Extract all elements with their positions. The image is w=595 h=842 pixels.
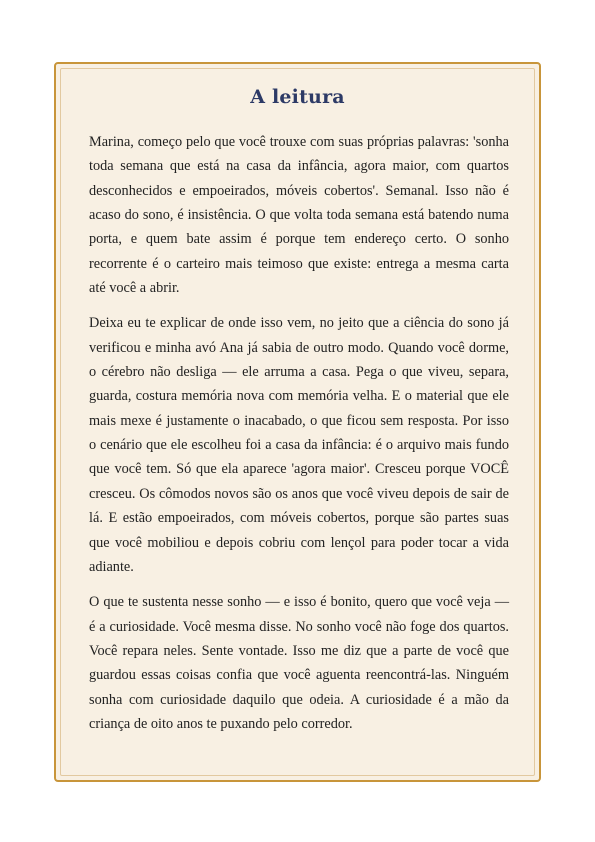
- paragraph-1: Marina, começo pelo que você trouxe com suas próprias palavras: 'sonha toda semana que está na casa da infância, agora maior, com quartos desconhecidos e empoeirados, móveis cobertos'. Semanal. Isso não é acaso do sono, é insistência. O que volta toda semana está batendo numa porta, e quem bate assim é porque tem endereço certo. O sonho recorrente é o carteiro mais teimoso que existe: entrega a mesma carta até você a abrir.: [89, 134, 509, 297]
- page-title: A leitura: [250, 86, 345, 108]
- reading-card: [54, 62, 541, 782]
- reading-body: [89, 130, 509, 747]
- paragraph-3: O que te sustenta nesse sonho — e isso é bonito, quero que você veja — é a curiosidade. Você mesma disse. No sonho você não foge dos quartos. Você repara neles. Sente vontade. Isso me diz que a parte de você que guardou essas coisas confia que você aguenta reencontrá-las. Ninguém sonha com curiosidade daquilo que odeia. A curiosidade é a mão da criança de oito anos te puxando pelo corredor.: [89, 594, 509, 732]
- paragraph-2: Deixa eu te explicar de onde isso vem, no jeito que a ciência do sono já verificou e minha avó Ana já sabia de outro modo. Quando você dorme, o cérebro não desliga — ele arruma a casa. Pega o que viveu, separa, guarda, costura memória nova com memória velha. E o material que ele mais mexe é justamente o inacabado, o que ficou sem resposta. Por isso o cenário que ele escolheu foi a casa da infância: é o arquivo mais fundo que você tem. Só que ela aparece 'agora maior'. Cresceu porque VOCÊ cresceu. Os cômodos novos são os anos que você viveu depois de sair de lá. E estão empoeirados, com móveis cobertos, porque são partes suas que você mobiliou e depois cobriu com lençol para poder tocar a vida adiante.: [89, 315, 509, 575]
